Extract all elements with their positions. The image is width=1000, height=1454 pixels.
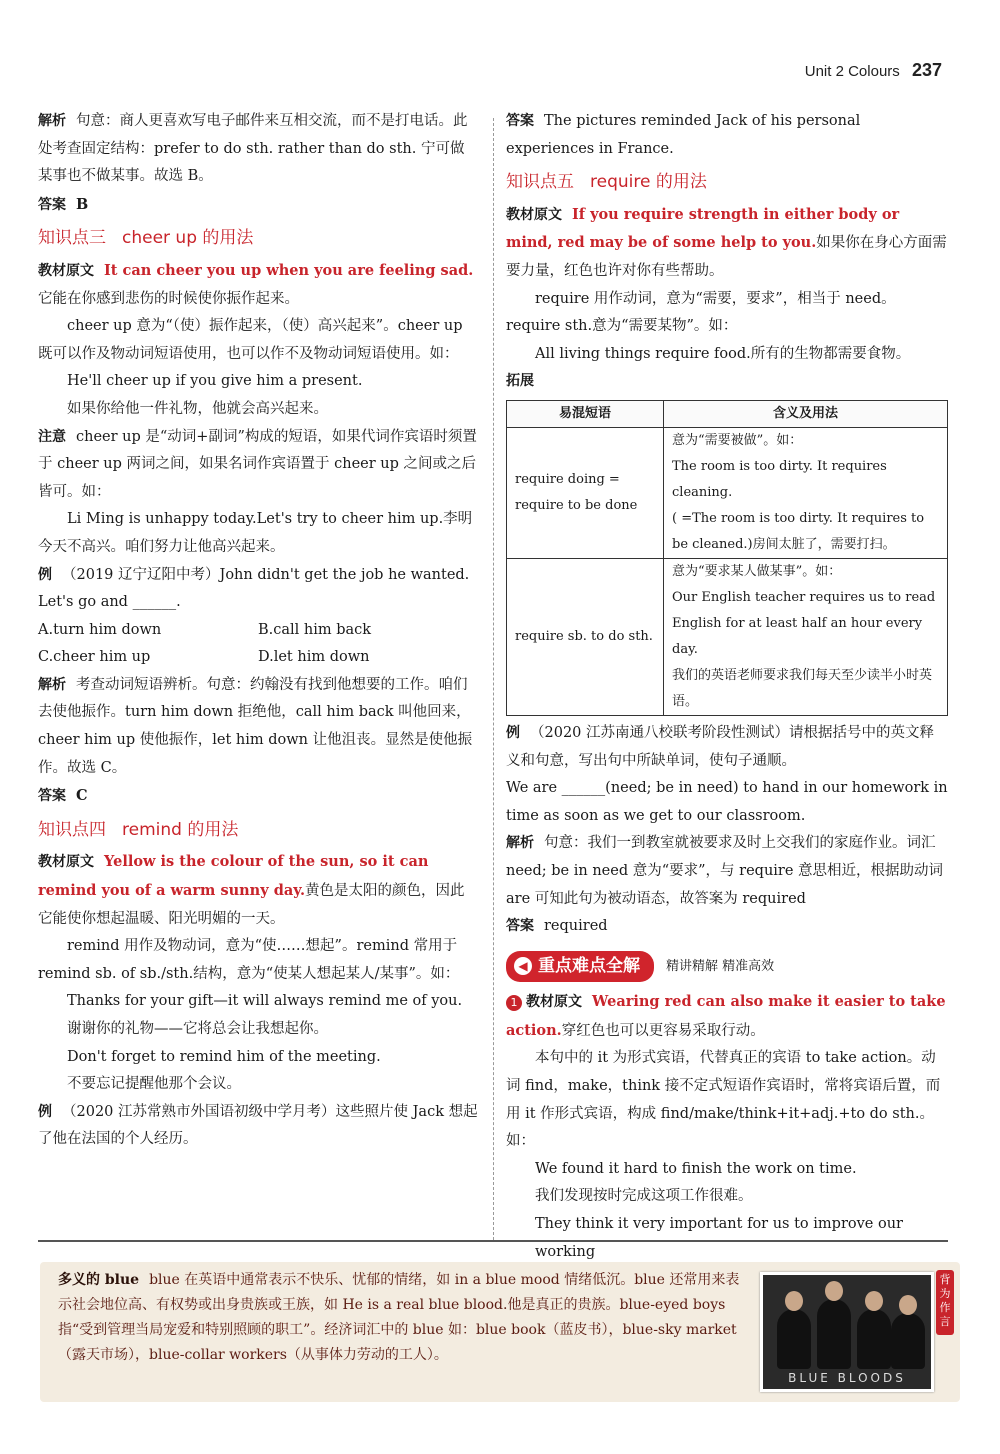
table-row [507,558,948,715]
quote-chinese: 穿红色也可以更容易采取行动。 [561,1022,765,1039]
cell-line: 意为“要求某人做某事”。如： [672,563,842,579]
photo-caption: BLUE BLOODS [788,1371,906,1385]
section-subtitle: cheer up 的用法 [122,228,254,249]
question-sentence: We are ______(need; be in need) to hand in our homework in time as soon as we get to our classroom. [506,780,948,824]
quote-english: If you require strength in either body or mind, red may be of some help to you. [506,205,900,252]
quote-chinese: 如果你在身心方面需要力量，红色也许对你有些帮助。 [506,235,947,279]
footer-note-box [40,1262,960,1402]
figure [817,1299,851,1369]
question-tag: 例 [506,724,520,741]
quote-chinese: 它能在你感到悲伤的时候使你振作起来。 [38,290,299,307]
answer-value: C [76,787,88,805]
face [825,1281,843,1301]
banner-pill [506,951,654,983]
side-tab: 背为作言 [936,1270,954,1335]
banner-title: 重点难点全解 [538,955,640,976]
analysis-tag: 解析 [38,113,66,129]
page-number: 237 [911,60,942,80]
table-header: 含义及用法 [664,400,948,427]
question-2 [38,1099,478,1154]
quote-english: It can cheer you up when you are feeling sad. [104,261,474,279]
page-header [805,60,942,81]
textbook-quote-3 [38,257,478,313]
analysis-tag: 解析 [506,835,534,852]
example-cn: 我们发现按时完成这项工作很难。 [535,1188,753,1205]
explanation: remind 用作及物动词，意为“使……想起”。remind 常用于 remind sb. of sb./sth.结构，意为“使某人想起某人/某事”。如： [38,938,460,982]
extension-tag: 拓展 [506,373,534,390]
left-column [38,108,478,1154]
analysis-text: 考查动词短语辨析。句意：约翰没有找到他想要的工作。咱们去使他振作。turn him down 拒绝他，call him back 叫他回来，cheer him up 使他振作，let him down 让他沮丧。显然是使他振作。故选 C。 [38,676,473,776]
key-points-banner [506,951,948,983]
textbook-quote-4 [38,848,478,933]
explanation: 本句中的 it 为形式宾语，代替真正的宾语 to take action。动词 find，make，think 接不定式短语作宾语时，常将宾语后置，而用 it 作形式宾语，构成 find/make/think+it+adj.+to do sth.。如： [506,1050,941,1150]
table-header-row [507,400,948,427]
options [38,617,478,672]
section-5-title [506,169,948,197]
speaker-icon: ◀ [514,957,532,975]
example: All living things require food.所有的生物都需要食物。 [535,345,911,362]
bottom-rule [38,1240,948,1242]
analysis-1 [38,108,478,191]
quote-tag: 教材原文 [526,994,582,1011]
example-en: We found it hard to finish the work on time. [535,1160,857,1177]
option-d: D.let him down [258,649,370,666]
answer-tag: 答案 [38,196,66,213]
example-cn: 如果你给他一件礼物，他就会高兴起来。 [67,400,328,417]
unit-label: Unit 2 [804,63,844,80]
quote-english: Yellow is the colour of the sun, so it can remind you of a warm sunny day. [38,853,429,900]
example-cn: 不要忘记提醒他那个会议。 [67,1076,241,1093]
section-subtitle: remind 的用法 [122,819,239,840]
answer-tag: 答案 [506,113,534,129]
question-3 [506,720,948,775]
analysis-text: 句意：我们一到教室就被要求及时上交我们的家庭作业。词汇 need; be in need 意为“要求”，与 require 意思相近，根据助动词 are 可知此句为被动语态，故答案为 required [506,835,944,907]
section-label: 知识点四 [38,819,106,840]
question-tag: 例 [38,1103,52,1120]
question-text: （2019 辽宁辽阳中考）John didn't get the job he wanted. Let's go and ______. [38,566,470,611]
cell-line: The room is too dirty. It requires cleaning. [672,458,887,500]
answer-1 [38,191,478,220]
section-label: 知识点三 [38,228,106,249]
cell-line: Our English teacher requires us to read English for at least half an hour every day. [672,589,936,657]
blue-bloods-photo [760,1272,934,1392]
column-divider [493,118,494,1240]
explanation: cheer up 意为“（使）振作起来，（使）高兴起来”。cheer up 既可以作及物动词短语使用，也可以作不及物动词短语使用。如： [38,318,463,362]
figure [777,1309,811,1369]
analysis-3 [506,830,948,913]
answer-value: required [544,918,608,935]
unit-title: Colours [848,63,900,80]
answer-3 [506,913,948,941]
quote-tag: 教材原文 [38,854,94,871]
key-point-1 [506,988,948,1045]
figure [891,1313,925,1369]
section-subtitle: require 的用法 [590,172,707,193]
table-header: 易混短语 [507,400,664,427]
table-cell: require sb. to do sth. [507,558,664,715]
answer-tag: 答案 [38,788,66,805]
analysis-tag: 解析 [38,676,66,693]
number-badge: 1 [506,995,522,1011]
example-en: He'll cheer up if you give him a present. [67,373,363,390]
quote-english: Wearing red can also make it easier to take action. [506,993,946,1039]
option-c: C.cheer him up [38,649,151,666]
question-tag: 例 [38,566,52,583]
cell-line: ( =The room is too dirty. It requires to be cleaned.)房间太脏了，需要打扫。 [672,510,925,552]
table-cell: require doing = require to be done [507,427,664,558]
question-text: （2020 江苏常熟市外国语初级中学月考）这些照片使 Jack 想起了他在法国的个人经历。 [38,1103,478,1148]
cell-line: 意为“需要被做”。如： [672,432,803,448]
note-text: cheer up 是“动词+副词”构成的短语，如果代词作宾语时须置于 cheer up 两词之间，如果名词作宾语置于 cheer up 之间或之后皆可。如： [38,428,477,500]
quote-chinese: 黄色是太阳的颜色，因此它能使你想起温暖、阳光明媚的一天。 [38,883,465,927]
option-b: B.call him back [258,621,372,638]
example-en: Don't forget to remind him of the meeting. [67,1048,381,1065]
table-row [507,427,948,558]
section-3-title [38,225,478,253]
example-en: They think it very important for us to improve our working [535,1216,903,1260]
answer-value: B [76,195,89,213]
answer-value: The pictures reminded Jack of his personal experiences in France. [506,113,861,157]
face [899,1295,917,1315]
table-cell [664,558,948,715]
answer-tag: 答案 [506,918,534,935]
textbook-quote-5 [506,201,948,286]
extension-label [506,368,948,396]
note-tag: 注意 [38,428,66,445]
face [785,1291,803,1311]
face [865,1291,883,1311]
option-a: A.turn him down [38,621,162,638]
example-cn: 谢谢你的礼物——它将总会让我想起你。 [67,1021,328,1037]
analysis-2 [38,672,478,782]
answer-2 [38,782,478,811]
question-1 [38,562,478,617]
footer-title: 多义的 blue [58,1272,140,1288]
analysis-text: 句意：商人更喜欢写电子邮件来互相交流，而不是打电话。此处考查固定结构：prefer to do sth. rather than do sth. 宁可做某事也不做某事。故选 B。 [38,113,468,185]
cell-line: 我们的英语老师要求我们每天至少读半小时英语。 [672,667,933,709]
banner-subtitle: 精讲精解 精准高效 [666,958,775,974]
right-column [506,108,948,1266]
note-example: Li Ming is unhappy today.Let's try to cheer him up.李明今天不高兴。咱们努力让他高兴起来。 [38,511,473,555]
section-label: 知识点五 [506,172,574,193]
table-cell [664,427,948,558]
explanation: require 用作动词，意为“需要，要求”，相当于 need。require sth.意为“需要某物”。如： [506,290,896,335]
note [38,424,478,507]
quote-tag: 教材原文 [506,206,562,223]
footer-body: blue 在英语中通常表示不快乐、忧郁的情绪，如 in a blue mood 情绪低沉。blue 还常用来表示社会地位高、有权势或出身贵族或王族，如 He is a real blue blood.他是真正的贵族。blue-eyed boys 指“受到管理当局宠爱和特别照顾的职工”。经济词汇中的 blue 如：blue book（蓝皮书），blue-sky market（露天市场），blue-collar workers（从事体力劳动的工人）。 [58,1272,740,1363]
figure [857,1309,891,1369]
answer-0 [506,108,948,163]
section-4-title [38,817,478,845]
question-text: （2020 江苏南通八校联考阶段性测试）请根据括号中的英文释义和句意，写出句中所缺单词，使句子通顺。 [506,724,935,769]
footer-text [58,1268,748,1368]
quote-tag: 教材原文 [38,262,94,279]
comparison-table [506,400,948,716]
example-en: Thanks for your gift—it will always remind me of you. [67,993,463,1010]
